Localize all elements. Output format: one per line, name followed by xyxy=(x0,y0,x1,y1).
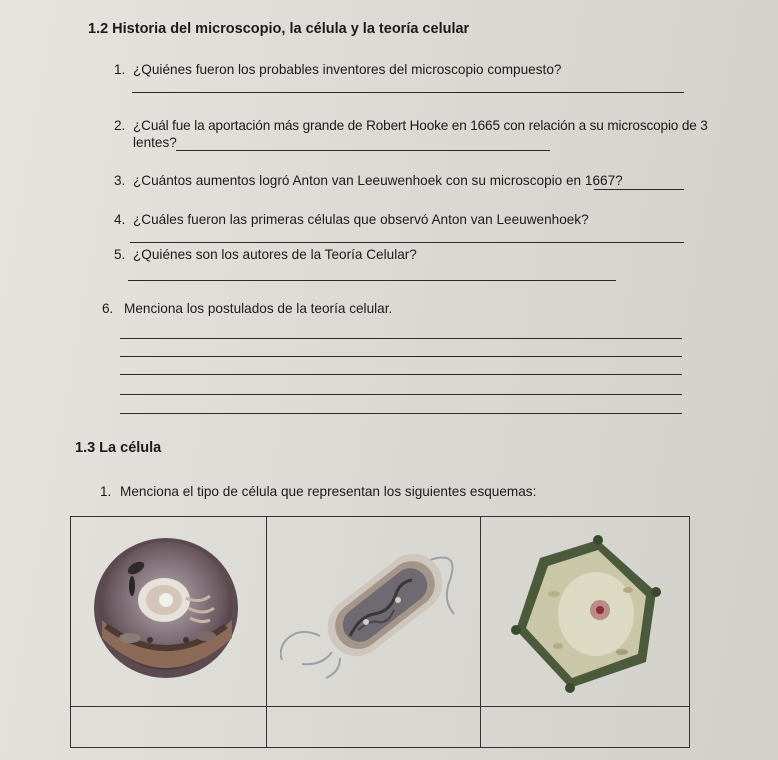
answer-line-2[interactable] xyxy=(176,150,550,151)
question-1-text: ¿Quiénes fueron los probables inventores del microscopio compuesto? xyxy=(133,62,562,77)
section-title: 1.2 Historia del microscopio, la célula y la teoría celular xyxy=(88,21,470,37)
question-6-number: 6. xyxy=(102,301,114,316)
question-1-3-1-text: Menciona el tipo de célula que representan los siguientes esquemas: xyxy=(120,484,537,499)
question-2-text-line2: lentes? xyxy=(133,135,177,150)
question-3-text: ¿Cuántos aumentos logró Anton van Leeuwenhoek con su microscopio en 1667? xyxy=(133,173,623,188)
answer-line-6d[interactable] xyxy=(120,394,682,395)
answer-line-6c[interactable] xyxy=(120,374,682,375)
question-5-number: 5. xyxy=(114,247,126,262)
animal-cell-illustration xyxy=(86,528,246,688)
answer-cell-2[interactable] xyxy=(268,708,478,746)
answer-line-1[interactable] xyxy=(132,92,684,93)
question-4-number: 4. xyxy=(114,212,126,227)
question-5-text: ¿Quiénes son los autores de la Teoría Celular? xyxy=(133,247,417,262)
answer-line-3[interactable] xyxy=(594,189,684,190)
answer-line-6b[interactable] xyxy=(120,356,682,357)
question-1-3-1-number: 1. xyxy=(100,484,112,499)
answer-line-4[interactable] xyxy=(130,242,684,243)
answer-line-6e[interactable] xyxy=(120,413,682,414)
answer-cell-3[interactable] xyxy=(482,708,688,746)
question-2-text: ¿Cuál fue la aportación más grande de Robert Hooke en 1665 con relación a su microscopio de 3 xyxy=(133,118,708,133)
question-1-number: 1. xyxy=(114,62,126,77)
answer-cell-1[interactable] xyxy=(72,708,266,746)
question-2-number: 2. xyxy=(114,118,126,133)
answer-line-6a[interactable] xyxy=(120,338,682,339)
bacterial-cell-illustration xyxy=(280,540,470,680)
question-6-text: Menciona los postulados de la teoría celular. xyxy=(124,301,393,316)
plant-cell-illustration xyxy=(506,534,666,694)
answer-line-5[interactable] xyxy=(128,280,616,281)
question-3-number: 3. xyxy=(114,173,126,188)
question-4-text: ¿Cuáles fueron las primeras células que observó Anton van Leeuwenhoek? xyxy=(133,212,589,227)
section-title-1-3: 1.3 La célula xyxy=(75,440,162,456)
